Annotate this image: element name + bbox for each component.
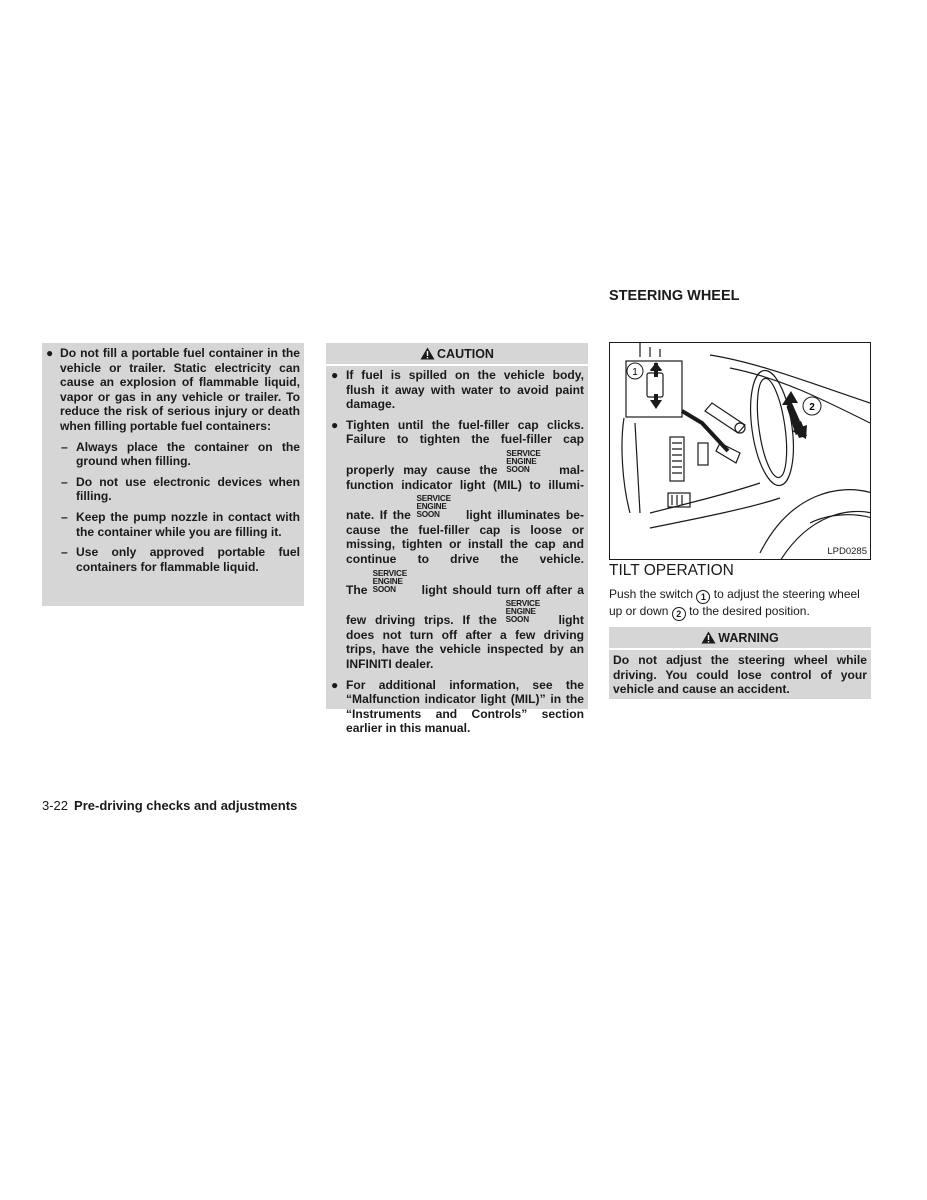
symbol-line: SERVICE: [505, 599, 541, 609]
caution-line-part: nate. If the: [346, 508, 411, 523]
list-item: [330, 678, 584, 736]
caution-line: Failure to tighten the fuel-filler cap: [346, 432, 584, 447]
page-number: 3-22: [42, 798, 69, 813]
symbol-text: [506, 450, 550, 474]
caution-line: [346, 597, 584, 628]
dash-text: Do not use electronic devices when filling.: [76, 474, 300, 504]
symbol-text: [506, 600, 550, 624]
bullet-icon: ●: [331, 368, 339, 382]
callout-1-label: 1: [632, 367, 638, 378]
caution-item-text: If fuel is spilled on the vehicle body, flush it away with water to avoid paint damage.: [346, 368, 584, 412]
steering-column-drawing: [610, 343, 871, 560]
warning-triangle-icon: [701, 631, 716, 644]
steering-wheel-illustration: [609, 342, 871, 560]
symbol-line: ENGINE: [372, 576, 403, 586]
symbol-line: SOON: [506, 464, 530, 474]
caution-header: [326, 343, 588, 364]
caution-line: continue to drive the vehicle.: [346, 551, 584, 566]
section-title: STEERING WHEEL: [609, 288, 740, 304]
warning-text: Do not adjust the steering wheel while driving. You could lose control of your vehicle and cause an accident.: [609, 650, 871, 699]
dash-icon: –: [61, 439, 68, 454]
page-footer: [42, 798, 297, 813]
list-item: [46, 440, 300, 469]
caution-box: [326, 366, 588, 736]
symbol-line: SERVICE: [506, 448, 541, 458]
caution-item-text: For additional information, see the “Malfunction indicator light (MIL)” in the “Instruments and Controls” section earlier in this manual.: [346, 677, 584, 736]
caution-line: missing, tighten or install the cap and: [346, 537, 584, 552]
caution-line-part: mal-: [559, 462, 584, 477]
caution-line: cause the fuel-filler cap is loose or: [346, 522, 584, 537]
caution-line: [346, 492, 584, 523]
bullet-icon: ●: [331, 417, 339, 432]
tilt-text-part: Push the switch: [609, 587, 694, 601]
list-item: [330, 418, 584, 672]
list-item: [330, 368, 584, 412]
service-engine-soon-icon: [505, 599, 550, 625]
service-engine-soon-icon: [416, 494, 460, 520]
caution-line: [346, 447, 584, 478]
caution-line: Tighten until the fuel-filler cap clicks.: [346, 417, 584, 432]
symbol-line: ENGINE: [505, 607, 536, 617]
callout-2-label: 2: [809, 402, 815, 413]
symbol-line: ENGINE: [506, 456, 537, 466]
caution-line: INFINITI dealer.: [346, 656, 434, 671]
list-item: [46, 475, 300, 504]
bullet-icon: ●: [331, 677, 339, 692]
caution-line: trips, have the vehicle inspected by an: [346, 642, 584, 657]
symbol-line: SERVICE: [416, 494, 451, 504]
dash-icon: –: [61, 509, 68, 524]
caution-line: function indicator light (MIL) to illumi-: [346, 477, 584, 492]
symbol-line: SERVICE: [372, 568, 407, 578]
service-engine-soon-icon: [506, 448, 550, 474]
list-item: [46, 545, 300, 574]
dash-icon: –: [61, 545, 68, 560]
caution-line-part: properly may cause the: [346, 462, 498, 477]
caution-line-part: light: [558, 613, 584, 628]
tilt-heading: TILT OPERATION: [609, 562, 734, 579]
list-item: [46, 346, 300, 434]
symbol-line: SOON: [372, 584, 396, 594]
bullet-icon: ●: [46, 346, 54, 360]
tilt-text-part: to the desired position.: [689, 604, 810, 618]
dash-text: Always place the container on the ground when filling.: [76, 439, 300, 469]
figure-code: LPD0285: [827, 546, 867, 557]
dash-icon: –: [61, 474, 68, 489]
caution-line-part: few driving trips. If the: [346, 613, 497, 628]
symbol-text: [416, 495, 460, 519]
caution-line-part: light illuminates be-: [466, 508, 584, 523]
warning-header: [609, 627, 871, 648]
tilt-text-part: to adjust the steering wheel up or down: [609, 587, 860, 618]
dash-text: Keep the pump nozzle in contact with the container while you are filling it.: [76, 509, 300, 539]
service-engine-soon-icon: [372, 568, 417, 594]
callout-1-icon: 1: [696, 590, 710, 604]
footer-section-title: Pre-driving checks and adjustments: [74, 798, 298, 813]
caution-line-part: light should turn off after a: [421, 582, 584, 597]
callout-2-icon: 2: [672, 607, 686, 621]
fuel-container-box: [42, 343, 304, 606]
symbol-line: SOON: [505, 615, 529, 625]
symbol-text: [373, 570, 417, 594]
tilt-description: [609, 587, 873, 621]
warning-title: WARNING: [718, 630, 779, 645]
symbol-line: SOON: [416, 510, 440, 520]
intro-text: Do not fill a portable fuel container in the vehicle or trailer. Static electricity can cause an explosion of flammable liquid, vapor or gas in any vehicle or trailer. To reduce the risk of serious injury or death when filling portable fuel containers:: [60, 346, 300, 433]
caution-title: CAUTION: [437, 346, 494, 361]
caution-line: does not turn off after a few driving: [346, 627, 584, 642]
dash-text: Use only approved portable fuel containers for flammable liquid.: [76, 545, 300, 574]
caution-line-part: The: [346, 582, 368, 597]
list-item: [46, 510, 300, 539]
caution-line: [346, 567, 584, 598]
warning-triangle-icon: [420, 347, 435, 360]
symbol-line: ENGINE: [416, 502, 447, 512]
